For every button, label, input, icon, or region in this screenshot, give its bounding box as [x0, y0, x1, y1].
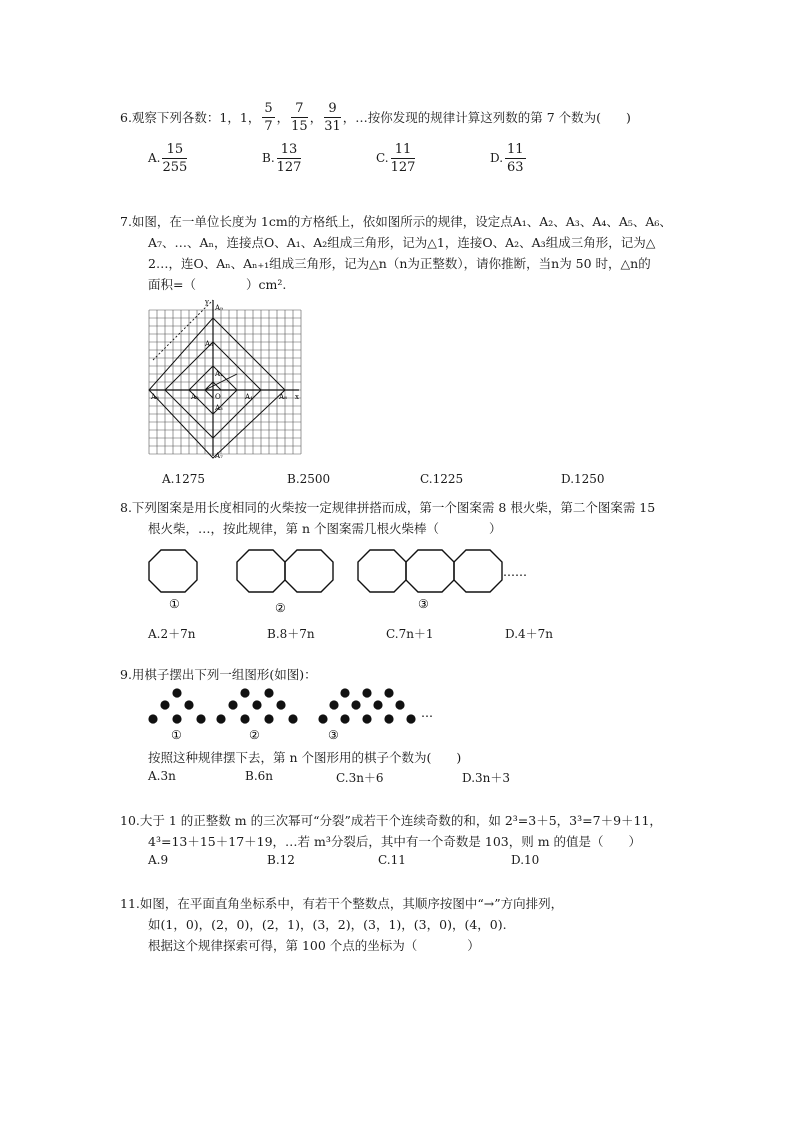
q8-line-1: 8.下列图案是用长度相同的火柴按一定规律拼搭而成，第一个图案需 8 根火柴，第二个图案需 15	[120, 500, 656, 515]
q8-option-a[interactable]: A.2＋7n	[148, 627, 196, 641]
q6-fraction-3: $\frac{9}{31}$	[324, 100, 341, 134]
q6-option-c[interactable]: C. $\frac{11}{127}$	[376, 141, 416, 175]
point-a6-label: A₆	[151, 393, 159, 401]
q9-line-1: 9.用棋子摆出下列一组图形(如图)：	[120, 667, 317, 682]
q7-option-a[interactable]: A.1275	[162, 472, 206, 486]
point-a4-label: A₄	[245, 393, 253, 401]
q10-option-d[interactable]: D.10	[511, 853, 540, 867]
q7-option-d[interactable]: D.1250	[561, 472, 605, 486]
point-a8-label: A₈	[279, 393, 287, 401]
q6-option-b[interactable]: B. $\frac{13}{127}$	[262, 141, 302, 175]
octagon-3c	[454, 550, 502, 592]
q6-option-a[interactable]: A. $\frac{15}{255}$	[148, 141, 188, 175]
q8-option-d[interactable]: D.4＋7n	[505, 627, 554, 641]
octagon-1	[149, 550, 197, 592]
q11-line-2: 如(1，0)，(2，0)，(2，1)，(3，2)，(3，1)，(3，0)，(4，0).	[148, 917, 507, 932]
q9-option-b[interactable]: B.6n	[245, 769, 273, 783]
q9-chess-pieces-figure	[145, 685, 445, 745]
octagon-2b	[285, 550, 333, 592]
q8-figure-2-label: ②	[275, 601, 286, 615]
q7-option-c[interactable]: C.1225	[420, 472, 464, 486]
q8-line-2: 根火柴，…，按此规律，第 n 个图案需几根火柴棒（ ）	[148, 521, 502, 536]
q7-line-2: A₇、…、Aₙ，连接点O、A₁、A₂组成三角形，记为△1，连接O、A₂、A₃组成三角形，记为△	[148, 235, 656, 250]
q7-line-4: 面积=（ ）cm².	[148, 277, 287, 292]
q9-figure-3-label: ③	[328, 728, 339, 742]
q11-line-1: 11.如图，在平面直角坐标系中，有若干个整数点，其顺序按图中“→”方向排列，	[120, 896, 564, 911]
q8-option-c[interactable]: C.7n＋1	[386, 627, 434, 641]
q8-figure-1-label: ①	[169, 597, 180, 611]
point-a3-label: A₃	[215, 404, 223, 412]
axis-x-label: x	[295, 393, 299, 401]
q6-fraction-1: $\frac{5}{7}$	[264, 100, 273, 134]
q7-line-1: 7.如图，在一单位长度为 1cm的方格纸上，依如图所示的规律，设定点A₁、A₂、A₃、A₄、A₅、A₆、	[120, 214, 672, 229]
q9-figure-1-label: ①	[171, 728, 182, 742]
point-a9-label: A₉	[215, 304, 223, 312]
q8-ellipsis: ……	[503, 565, 527, 579]
q6-prefix: 6.观察下列各数：1，1，	[120, 110, 261, 125]
q6-fraction-2: $\frac{7}{15}$	[291, 100, 308, 134]
octagon-2a	[237, 550, 285, 592]
q7-line-3: 2…，连O、Aₙ、Aₙ₊₁组成三角形，记为△n（n为正整数），请你推断，当n为 50 时，△n的	[148, 256, 651, 271]
axis-y-label: y	[205, 298, 209, 306]
q11-line-3: 根据这个规律探索可得，第 100 个点的坐标为（ ）	[148, 938, 480, 953]
q6-suffix: ，…按你发现的规律计算这列数的第 7 个数为( )	[342, 110, 631, 125]
q10-option-b[interactable]: B.12	[267, 853, 295, 867]
q8-matchstick-figure	[145, 542, 545, 617]
point-a2-label: A₂	[191, 393, 199, 401]
q9-option-c[interactable]: C.3n＋6	[336, 771, 384, 785]
q10-option-a[interactable]: A.9	[148, 853, 169, 867]
octagon-3a	[358, 550, 406, 592]
q10-option-c[interactable]: C.11	[378, 853, 406, 867]
q7-grid-figure	[145, 298, 305, 460]
octagon-3b	[406, 550, 454, 592]
q9-line-2: 按照这种规律摆下去，第 n 个图形用的棋子个数为( )	[148, 750, 462, 765]
q8-option-b[interactable]: B.8＋7n	[267, 627, 315, 641]
q6-option-d[interactable]: D. $\frac{11}{63}$	[490, 141, 524, 175]
q10-line-1: 10.大于 1 的正整数 m 的三次幂可“分裂”成若干个连续奇数的和，如 2³=3＋5，3³=7＋9＋11，	[120, 813, 662, 828]
q7-option-b[interactable]: B.2500	[287, 472, 331, 486]
point-a7-label: A₇	[215, 452, 223, 460]
q9-option-a[interactable]: A.3n	[148, 769, 176, 783]
point-a1-label: A₁	[215, 370, 223, 378]
q8-figure-3-label: ③	[418, 597, 429, 611]
q9-ellipsis: …	[421, 706, 433, 720]
q9-figure-2-label: ②	[249, 728, 260, 742]
q9-option-d[interactable]: D.3n＋3	[462, 771, 511, 785]
q6-stem: 6.观察下列各数：1，1， $\frac{5}{7}$ ， $\frac{7}{15}$ ， $\frac{9}{31}$ ，…按你发现的规律计算这列数的第 7 个数为( )	[120, 100, 631, 134]
q10-line-2: 4³=13＋15＋17＋19，…若 m³分裂后，其中有一个奇数是 103，则 m 的值是（ ）	[148, 834, 642, 849]
origin-label: O	[215, 393, 221, 401]
point-a5-label: A₅	[205, 340, 213, 348]
